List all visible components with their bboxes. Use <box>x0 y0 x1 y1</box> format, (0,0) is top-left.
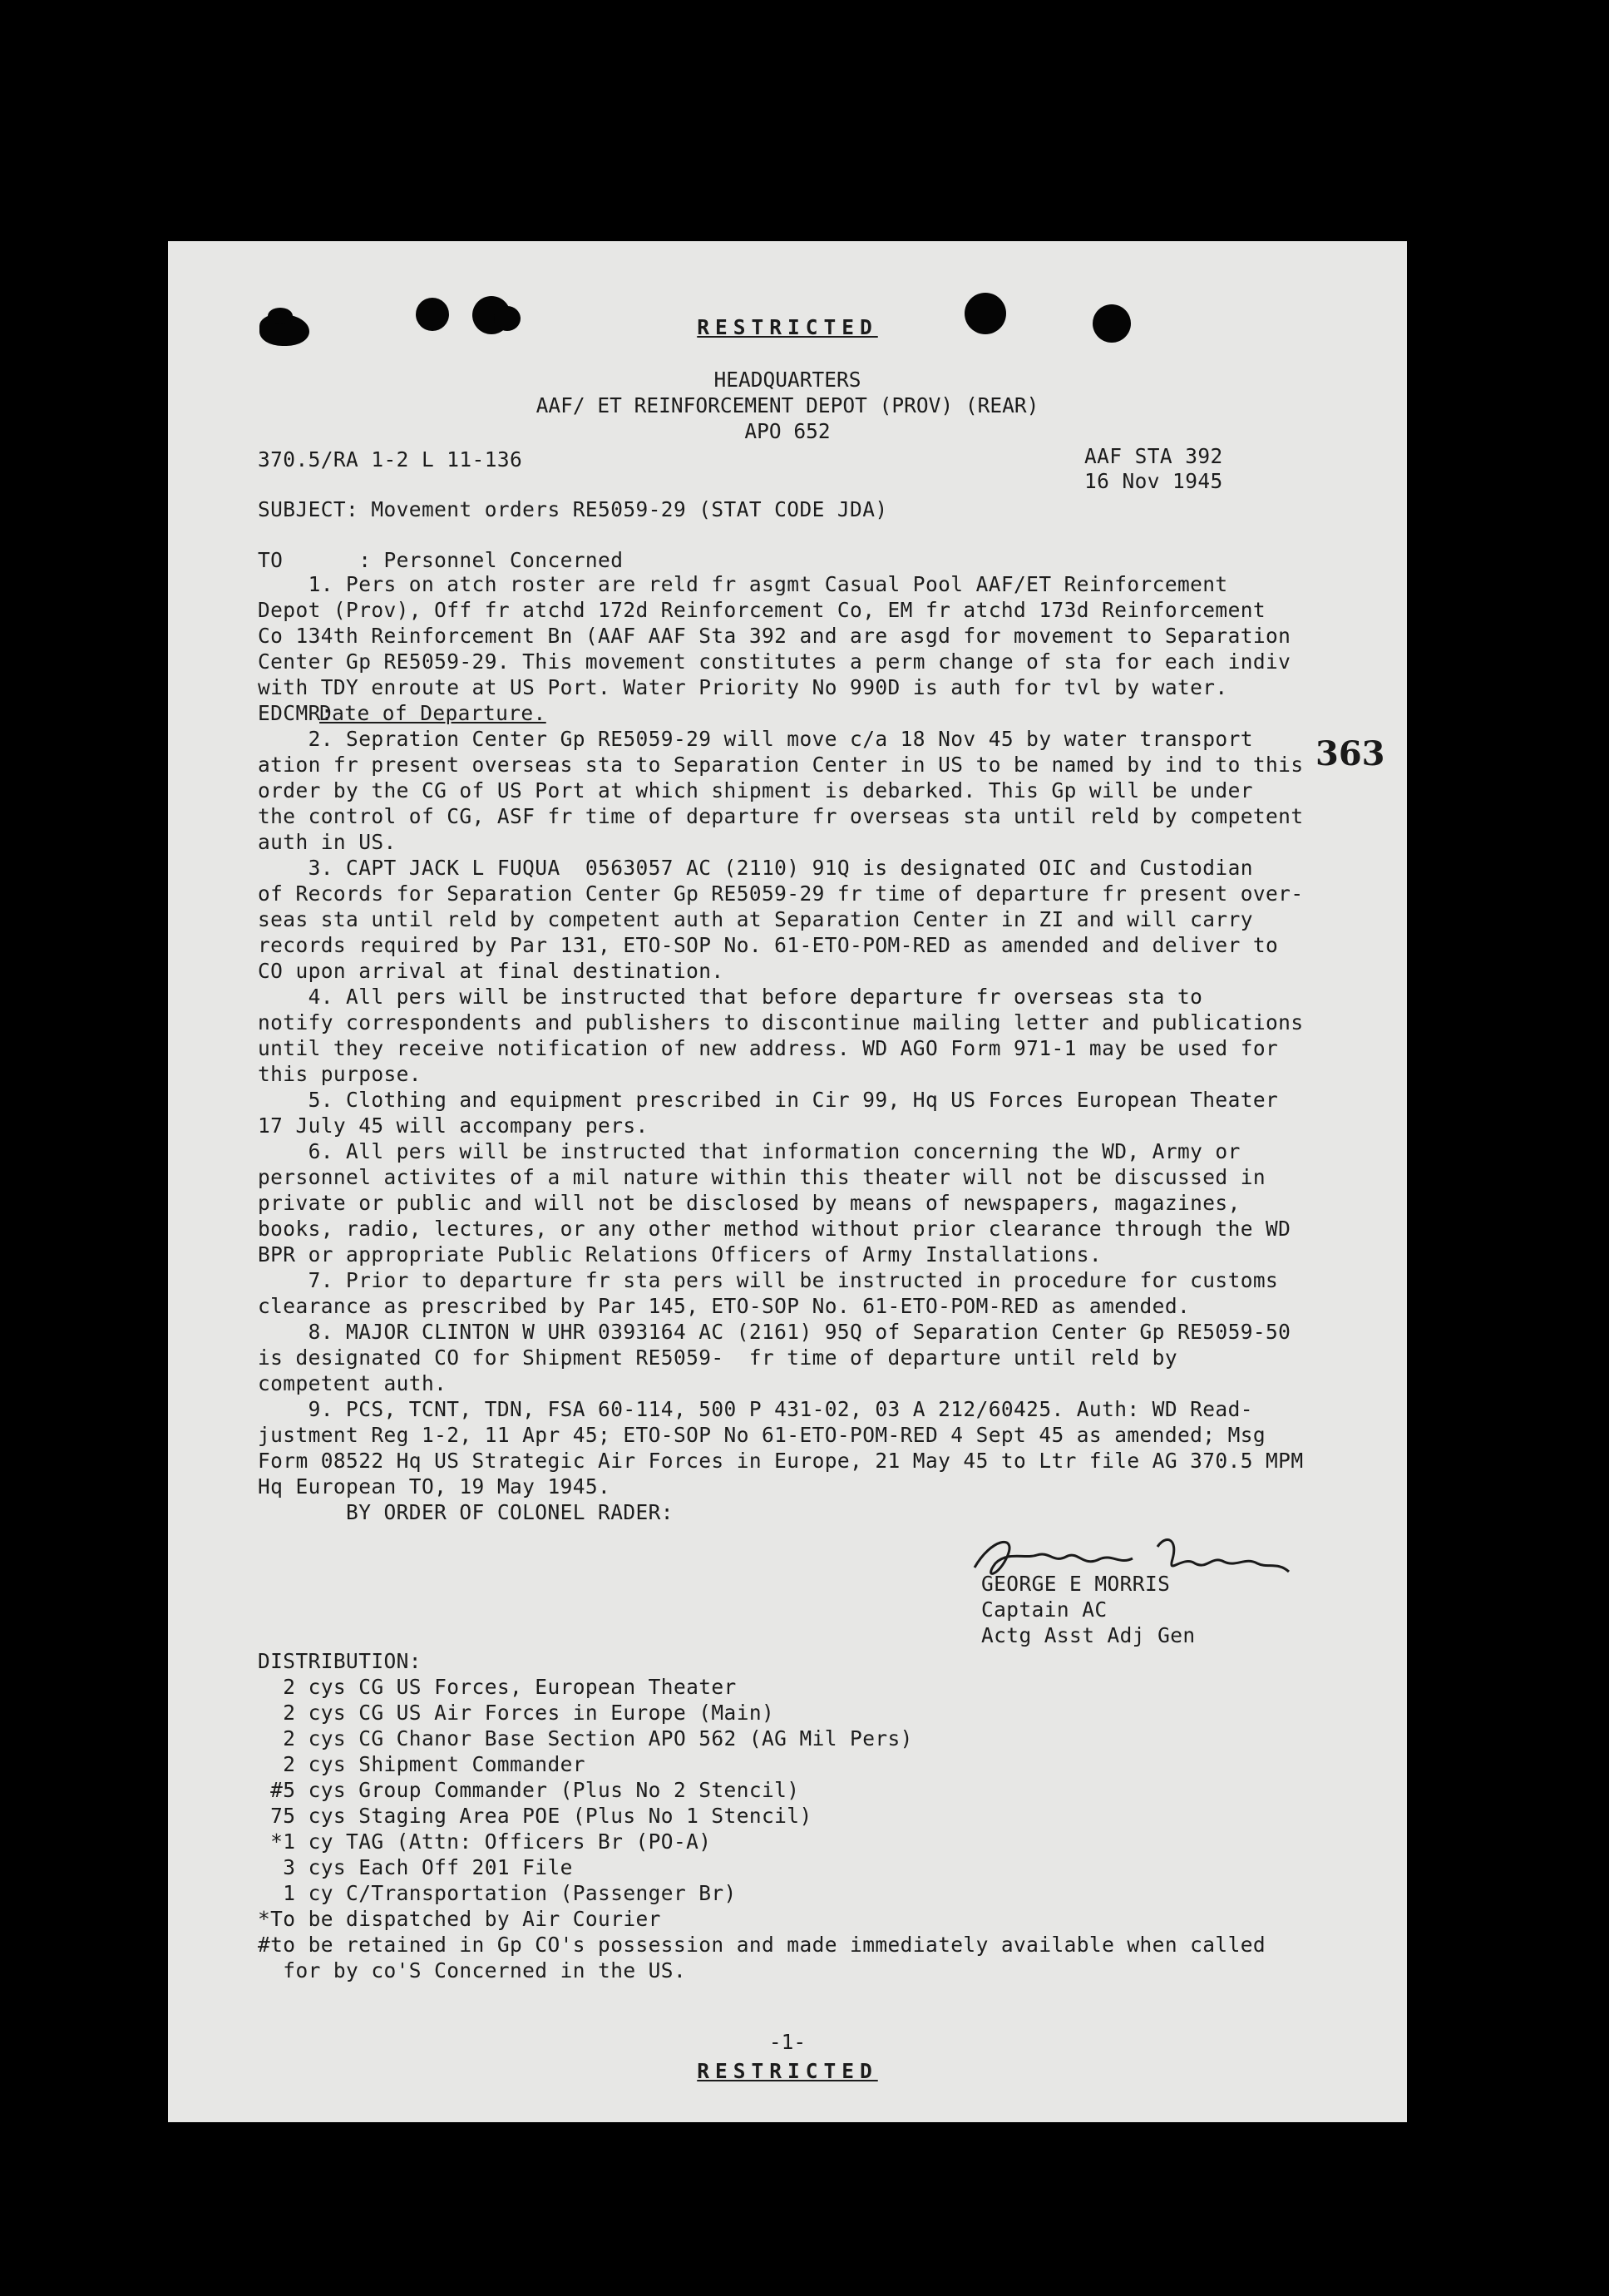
edcmr-value: Date of Departure. <box>319 701 546 725</box>
body-line: clearance as prescribed by Par 145, ETO-SOP No. 61-ETO-POM-RED as amended. <box>258 1294 1191 1318</box>
body-line: justment Reg 1-2, 11 Apr 45; ETO-SOP No 61-ETO-POM-RED 4 Sept 45 as amended; Msg <box>258 1423 1266 1447</box>
distribution-item: 2 cys CG Chanor Base Section APO 562 (AG Mil Pers) <box>258 1726 913 1750</box>
body-line: this purpose. <box>258 1062 422 1086</box>
body-line: 9. PCS, TCNT, TDN, FSA 60-114, 500 P 431-02, 03 A 212/60425. Auth: WD Read- <box>258 1397 1253 1421</box>
body-line: 17 July 45 will accompany pers. <box>258 1113 649 1138</box>
body-line: the control of CG, ASF fr time of departure fr overseas sta until reld by competent <box>258 804 1304 828</box>
body-line: 1. Pers on atch roster are reld fr asgmt Casual Pool AAF/ET Reinforcement <box>258 572 1228 596</box>
body-line: auth in US. <box>258 830 397 854</box>
body-line: BY ORDER OF COLONEL RADER: <box>258 1500 674 1524</box>
body-line: Center Gp RE5059-29. This movement constitutes a perm change of sta for each indiv <box>258 649 1291 674</box>
body-line: Co 134th Reinforcement Bn (AAF AAF Sta 392 and are asgd for movement to Separation <box>258 624 1291 648</box>
body-line: books, radio, lectures, or any other method without prior clearance through the WD <box>258 1217 1291 1241</box>
body-line: 6. All pers will be instructed that information concerning the WD, Army or <box>258 1139 1241 1163</box>
body-line: records required by Par 131, ETO-SOP No. 61-ETO-POM-RED as amended and deliver to <box>258 933 1279 957</box>
distribution-title: DISTRIBUTION: <box>258 1649 422 1673</box>
signer-title: Actg Asst Adj Gen <box>981 1623 1196 1647</box>
classification-top: RESTRICTED <box>697 315 878 339</box>
distribution-item: #5 cys Group Commander (Plus No 2 Stencil) <box>258 1778 800 1802</box>
body-line: seas sta until reld by competent auth at Separation Center in ZI and will carry <box>258 907 1253 931</box>
distribution-note: #to be retained in Gp CO's possession and made immediately available when called <box>258 1933 1266 1957</box>
distribution-note: *To be dispatched by Air Courier <box>258 1907 661 1931</box>
body-line: ation fr present overseas sta to Separation Center in US to be named by ind to this <box>258 753 1304 777</box>
unit-heading: AAF/ ET REINFORCEMENT DEPOT (PROV) (REAR) <box>536 393 1039 417</box>
body-line: 7. Prior to departure fr sta pers will be instructed in procedure for customs <box>258 1268 1279 1292</box>
body-line: until they receive notification of new address. WD AGO Form 971-1 may be used for <box>258 1036 1279 1060</box>
subject-line: SUBJECT: Movement orders RE5059-29 (STAT CODE JDA) <box>258 497 888 521</box>
body-line: is designated CO for Shipment RE5059- fr time of departure until reld by <box>258 1346 1177 1370</box>
station: AAF STA 392 <box>1084 444 1223 468</box>
distribution-item: 75 cys Staging Area POE (Plus No 1 Stencil) <box>258 1804 812 1828</box>
body-line: of Records for Separation Center Gp RE5059-29 fr time of departure fr present over- <box>258 881 1304 906</box>
body-line: with TDY enroute at US Port. Water Priority No 990D is auth for tvl by water. <box>258 675 1228 699</box>
body-line: order by the CG of US Port at which shipment is debarked. This Gp will be under <box>258 778 1253 802</box>
distribution-item: 2 cys CG US Forces, European Theater <box>258 1675 737 1699</box>
apo-heading: APO 652 <box>744 419 831 443</box>
signer-name: GEORGE E MORRIS <box>981 1572 1171 1596</box>
office-heading: HEADQUARTERS <box>713 368 861 392</box>
body-line: 5. Clothing and equipment prescribed in Cir 99, Hq US Forces European Theater <box>258 1088 1279 1112</box>
body-line: 4. All pers will be instructed that before departure fr overseas sta to <box>258 985 1203 1009</box>
body-line: Hq European TO, 19 May 1945. <box>258 1474 611 1499</box>
body-line: notify correspondents and publishers to discontinue mailing letter and publications <box>258 1010 1304 1034</box>
body-line: 2. Sepration Center Gp RE5059-29 will move c/a 18 Nov 45 by water transport <box>258 727 1253 751</box>
distribution-item: 2 cys Shipment Commander <box>258 1752 585 1776</box>
to-line: TO : Personnel Concerned <box>258 548 624 572</box>
body-line: competent auth. <box>258 1371 447 1395</box>
order-date: 16 Nov 1945 <box>1084 469 1223 493</box>
body-line: Form 08522 Hq US Strategic Air Forces in Europe, 21 May 45 to Ltr file AG 370.5 MPM <box>258 1449 1304 1473</box>
distribution-item: *1 cy TAG (Attn: Officers Br (PO-A) <box>258 1829 712 1854</box>
body-line: personnel activites of a mil nature within this theater will not be discussed in <box>258 1165 1266 1189</box>
distribution-item: 3 cys Each Off 201 File <box>258 1855 573 1879</box>
file-reference: 370.5/RA 1-2 L 11-136 <box>258 447 523 472</box>
body-line: CO upon arrival at final destination. <box>258 959 724 983</box>
classification-bottom: RESTRICTED <box>697 2059 878 2083</box>
document-page <box>168 241 1407 2122</box>
distribution-note: for by co'S Concerned in the US. <box>258 1958 687 1982</box>
distribution-item: 2 cys CG US Air Forces in Europe (Main) <box>258 1701 775 1725</box>
page-mark: 363 <box>1315 734 1385 773</box>
page-number: -1- <box>768 2030 807 2054</box>
distribution-item: 1 cy C/Transportation (Passenger Br) <box>258 1881 737 1905</box>
edcmr-label: EDCMR: <box>258 701 333 725</box>
body-line: BPR or appropriate Public Relations Officers of Army Installations. <box>258 1242 1103 1267</box>
body-line: private or public and will not be disclosed by means of newspapers, magazines, <box>258 1191 1241 1215</box>
body-line: Depot (Prov), Off fr atchd 172d Reinforcement Co, EM fr atchd 173d Reinforcement <box>258 598 1266 622</box>
body-line: 8. MAJOR CLINTON W UHR 0393164 AC (2161) 95Q of Separation Center Gp RE5059-50 <box>258 1320 1291 1344</box>
body-line: 3. CAPT JACK L FUQUA 0563057 AC (2110) 91Q is designated OIC and Custodian <box>258 856 1253 880</box>
signer-rank: Captain AC <box>981 1597 1108 1622</box>
